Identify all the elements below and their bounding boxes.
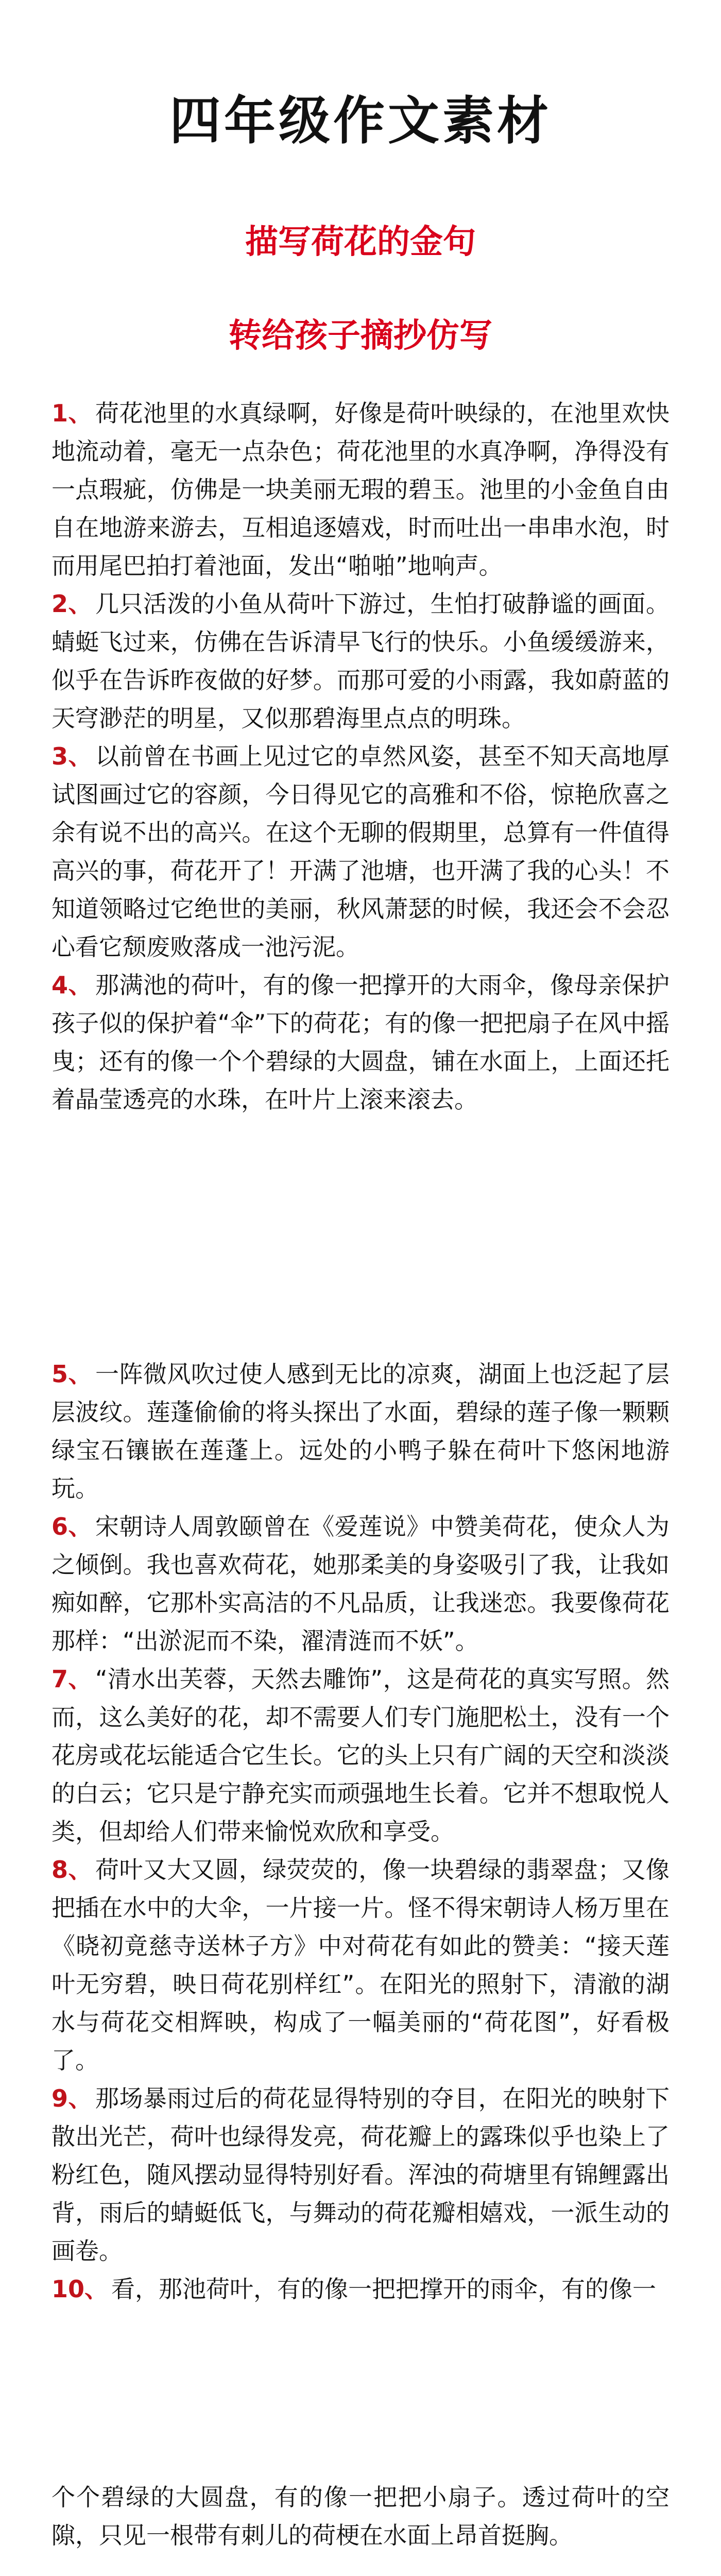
paragraph-text: 那满池的荷叶，有的像一把撑开的大雨伞，像母亲保护孩子似的保护着“伞”下的荷花；有的像一把把扇子在风中摇曳；还有的像一个个碧绿的大圆盘，铺在水面上，上面还托着晶莹透亮的水珠，在叶片上滚来滚去。 bbox=[52, 971, 670, 1113]
paragraph-2 bbox=[52, 585, 670, 737]
paragraph-number: 5、 bbox=[52, 1360, 92, 1388]
paragraph-text: 几只活泼的小鱼从荷叶下游过，生怕打破静谧的画面。蜻蜓飞过来，仿佛在告诉清早飞行的快乐。小鱼缓缓游来，似乎在告诉昨夜做的好梦。而那可爱的小雨露，我如蔚蓝的天穹渺茫的明星，又似那碧海里点点的明珠。 bbox=[52, 590, 670, 732]
paragraph-text: “清水出芙蓉，天然去雕饰”，这是荷花的真实写照。然而，这么美好的花，却不需要人们专门施肥松土，没有一个花房或花坛能适合它生长。它的头上只有广阔的天空和淡淡的白云；它只是宁静充实而顽强地生长着。它并不想取悦人类，但却给人们带来愉悦欢欣和享受。 bbox=[52, 1665, 670, 1845]
paragraph-10 bbox=[52, 2270, 670, 2308]
paragraph-number: 2、 bbox=[52, 590, 92, 618]
paragraph-number: 6、 bbox=[52, 1513, 92, 1540]
subtitle-golden-sentences: 描写荷花的金句 bbox=[245, 223, 476, 261]
paragraph-group-3 bbox=[52, 2478, 670, 2554]
paragraph-number: 4、 bbox=[52, 971, 92, 999]
paragraph-text: 个个碧绿的大圆盘，有的像一把把小扇子。透过荷叶的空隙，只见一根带有刺儿的荷梗在水面上昂首挺胸。 bbox=[52, 2483, 670, 2549]
paragraph-8 bbox=[52, 1851, 670, 2079]
paragraph-4 bbox=[52, 966, 670, 1118]
paragraph-9 bbox=[52, 2079, 670, 2270]
paragraph-text: 荷花池里的水真绿啊，好像是荷叶映绿的，在池里欢快地流动着，毫无一点杂色；荷花池里的水真净啊，净得没有一点瑕疵，仿佛是一块美丽无瑕的碧玉。池里的小金鱼自由自在地游来游去，互相追逐嬉戏，时而吐出一串串水泡，时而用尾巴拍打着池面，发出“啪啪”地响声。 bbox=[52, 399, 670, 580]
subtitle-copy-hint: 转给孩子摘抄仿写 bbox=[229, 317, 492, 355]
paragraph-number: 9、 bbox=[52, 2084, 92, 2112]
paragraph-number: 1、 bbox=[52, 399, 92, 427]
paragraph-6 bbox=[52, 1507, 670, 1660]
paragraph-number: 10、 bbox=[52, 2275, 109, 2303]
paragraph-5 bbox=[52, 1355, 670, 1507]
paragraph-text: 那场暴雨过后的荷花显得特别的夺目，在阳光的映射下散出光芒，荷叶也绿得发亮，荷花瓣上的露珠似乎也染上了粉红色，随风摆动显得特别好看。浑浊的荷塘里有锦鲤露出背，雨后的蜻蜓低飞，与舞动的荷花瓣相嬉戏，一派生动的画卷。 bbox=[52, 2084, 670, 2265]
paragraph-text: 宋朝诗人周敦颐曾在《爱莲说》中赞美荷花，使众人为之倾倒。我也喜欢荷花，她那柔美的身姿吸引了我，让我如痴如醉，它那朴实高洁的不凡品质，让我迷恋。我要像荷花那样：“出淤泥而不染，濯清涟而不妖”。 bbox=[52, 1513, 670, 1655]
paragraph-number: 7、 bbox=[52, 1665, 92, 1693]
paragraph-3 bbox=[52, 737, 670, 966]
paragraph-text: 一阵微风吹过使人感到无比的凉爽，湖面上也泛起了层层波纹。莲蓬偷偷的将头探出了水面，碧绿的莲子像一颗颗绿宝石镶嵌在莲蓬上。远处的小鸭子躲在荷叶下悠闲地游玩。 bbox=[52, 1360, 670, 1502]
paragraph-10-continued bbox=[52, 2478, 670, 2554]
paragraph-text: 以前曾在书画上见过它的卓然风姿，甚至不知天高地厚试图画过它的容颜，今日得见它的高雅和不俗，惊艳欣喜之余有说不出的高兴。在这个无聊的假期里，总算有一件值得高兴的事，荷花开了！开满了池塘，也开满了我的心头！不知道领略过它绝世的美丽，秋风萧瑟的时候，我还会不会忍心看它颓废败落成一池污泥。 bbox=[52, 742, 670, 961]
paragraph-7 bbox=[52, 1660, 670, 1851]
paragraph-text: 荷叶又大又圆，绿荧荧的，像一块碧绿的翡翠盘；又像把插在水中的大伞，一片接一片。怪不得宋朝诗人杨万里在《晓初竟慈寺送林子方》中对荷花有如此的赞美：“接天莲叶无穷碧，映日荷花别样红”。在阳光的照射下，清澈的湖水与荷花交相辉映，构成了一幅美丽的“荷花图”，好看极了。 bbox=[52, 1856, 670, 2074]
paragraph-text: 看，那池荷叶，有的像一把把撑开的雨伞，有的像一 bbox=[111, 2275, 657, 2303]
paragraph-number: 3、 bbox=[52, 742, 92, 770]
paragraph-number: 8、 bbox=[52, 1856, 92, 1884]
paragraph-group-2 bbox=[52, 1355, 670, 2308]
page-title: 四年级作文素材 bbox=[169, 91, 552, 151]
paragraph-group-1 bbox=[52, 394, 670, 1118]
paragraph-1 bbox=[52, 394, 670, 585]
